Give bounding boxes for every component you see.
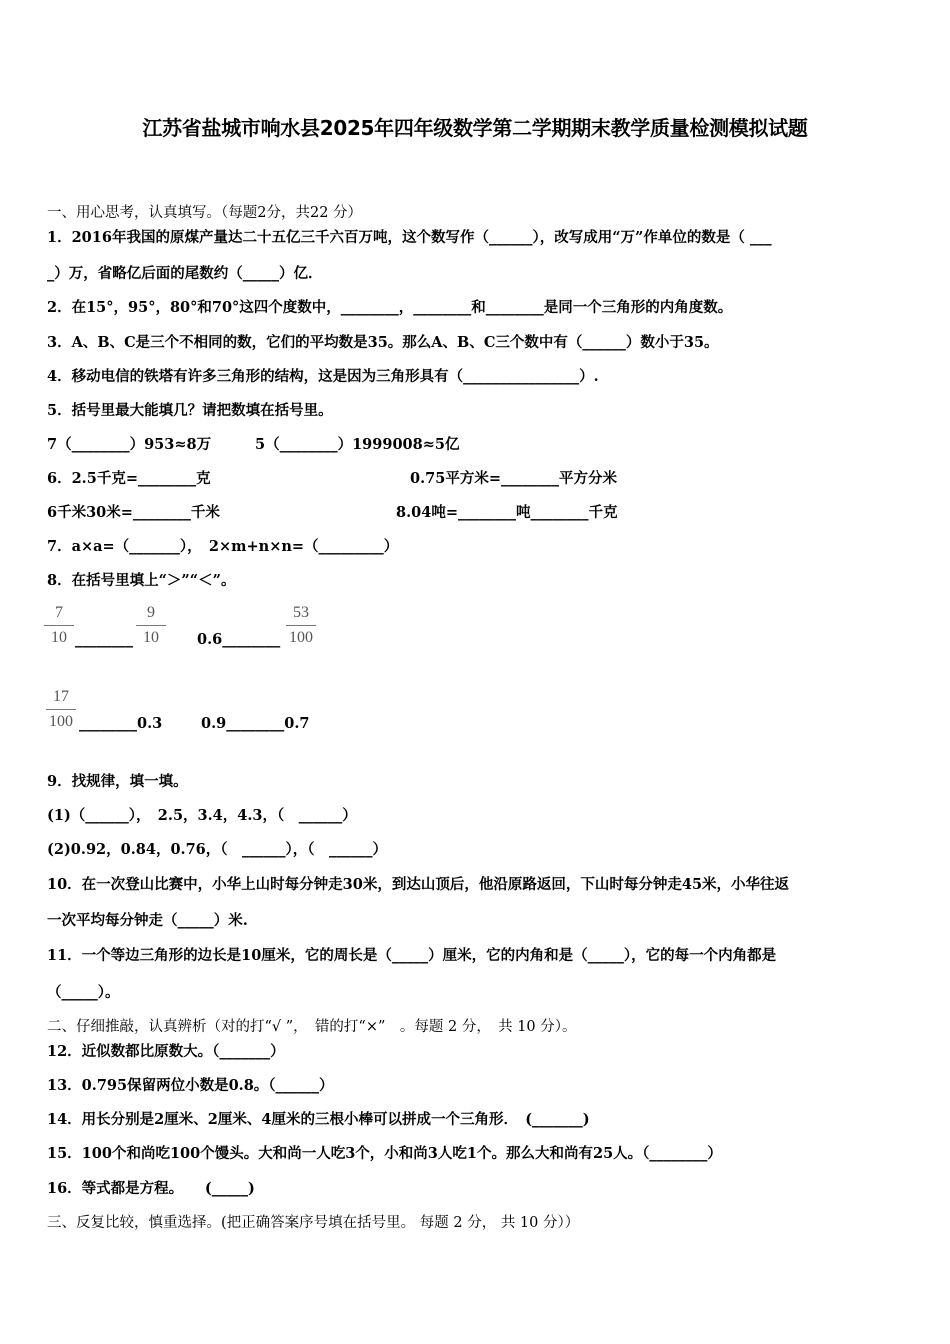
fraction-17-100: 17 100 <box>46 686 76 733</box>
question-11-line-2: （_____）。 <box>47 984 120 1001</box>
question-10-line-1: 10．在一次登山比赛中，小华上山时每分钟走30米，到达山顶后，他沿原路返回，下山时每分钟走45米，小华往返 <box>47 876 790 893</box>
page-title: 江苏省盐城市响水县2025年四年级数学第二学期期末教学质量检测模拟试题 <box>142 116 808 140</box>
comparison-0-6: 0.6________ <box>197 631 281 648</box>
comparison-0-9-0-7: 0.9________0.7 <box>201 715 310 732</box>
section-3-heading: 三、反复比较，慎重选择。(把正确答案序号填在括号里。 每题 2 分， 共 10 分）） <box>47 1215 580 1231</box>
section-1-heading: 一、用心思考，认真填写。（每题2分，共22 分） <box>47 205 363 221</box>
question-1-line-1: 1．2016年我国的原煤产量达二十五亿三千六百万吨，这个数写作（______），改写成用“万”作单位的数是（ ___ <box>47 229 772 246</box>
question-1-line-2: _）万，省略亿后面的尾数约（_____）亿． <box>47 265 323 282</box>
fraction-53-100: 53 100 <box>286 602 316 649</box>
question-11-line-1: 11．一个等边三角形的边长是10厘米，它的周长是（_____）厘米，它的内角和是（_____），它的每一个内角都是 <box>47 947 777 964</box>
section-2-heading: 二、仔细推敲，认真辨析（对的打“√ ”， 错的打“×” 。每题 2 分， 共 10 分）。 <box>47 1019 577 1035</box>
question-3: 3．A、B、C是三个不相同的数，它们的平均数是35。那么A、B、C三个数中有（______）数小于35。 <box>47 334 719 351</box>
question-13: 13．0.795保留两位小数是0.8。（______） <box>47 1077 334 1094</box>
question-2: 2．在15°，95°，80°和70°这四个度数中，________，________和________是同一个三角形的内角度数。 <box>47 299 733 316</box>
question-6-item-d: 8.04吨=________吨________千克 <box>396 504 618 521</box>
question-12: 12．近似数都比原数大。（_______） <box>47 1043 285 1060</box>
comparison-0-3: ________0.3 <box>79 715 163 732</box>
question-5-item-b: 5（________）1999008≈5亿 <box>255 436 460 453</box>
question-4: 4．移动电信的铁塔有许多三角形的结构，这是因为三角形具有（________________）. <box>47 368 599 385</box>
question-9-part-2: (2)0.92，0.84，0.76，（ ______），（ ______） <box>47 841 388 858</box>
fraction-7-10: 7 10 <box>44 602 74 649</box>
question-14: 14．用长分别是2厘米、2厘米、4厘米的三根小棒可以拼成一个三角形． (_______) <box>47 1111 590 1128</box>
question-9-part-1: (1)（______）， 2.5，3.4，4.3，（ ______） <box>47 807 357 824</box>
question-10-line-2: 一次平均每分钟走（_____）米. <box>47 912 248 929</box>
question-8: 8．在括号里填上“＞”“＜”。 <box>47 572 236 589</box>
question-6-item-c: 6千米30米=________千米 <box>47 504 220 521</box>
question-5: 5．括号里最大能填几？请把数填在括号里。 <box>47 402 333 419</box>
fraction-9-10: 9 10 <box>136 602 166 649</box>
question-16: 16．等式都是方程。 (_____) <box>47 1180 255 1197</box>
question-5-item-a: 7（________）953≈8万 <box>47 436 212 453</box>
question-6-item-b: 0.75平方米=________平方分米 <box>410 470 617 487</box>
question-9: 9．找规律，填一填。 <box>47 773 188 790</box>
question-15: 15．100个和尚吃100个馒头。大和尚一人吃3个，小和尚3人吃1个。那么大和尚有25人。（________） <box>47 1145 722 1162</box>
question-7: 7．a×a=（_______）， 2×m+n×n=（_________） <box>47 538 399 555</box>
question-6-item-a: 6．2.5千克=________克 <box>47 470 211 487</box>
comparison-blank-1: ________ <box>75 631 133 648</box>
